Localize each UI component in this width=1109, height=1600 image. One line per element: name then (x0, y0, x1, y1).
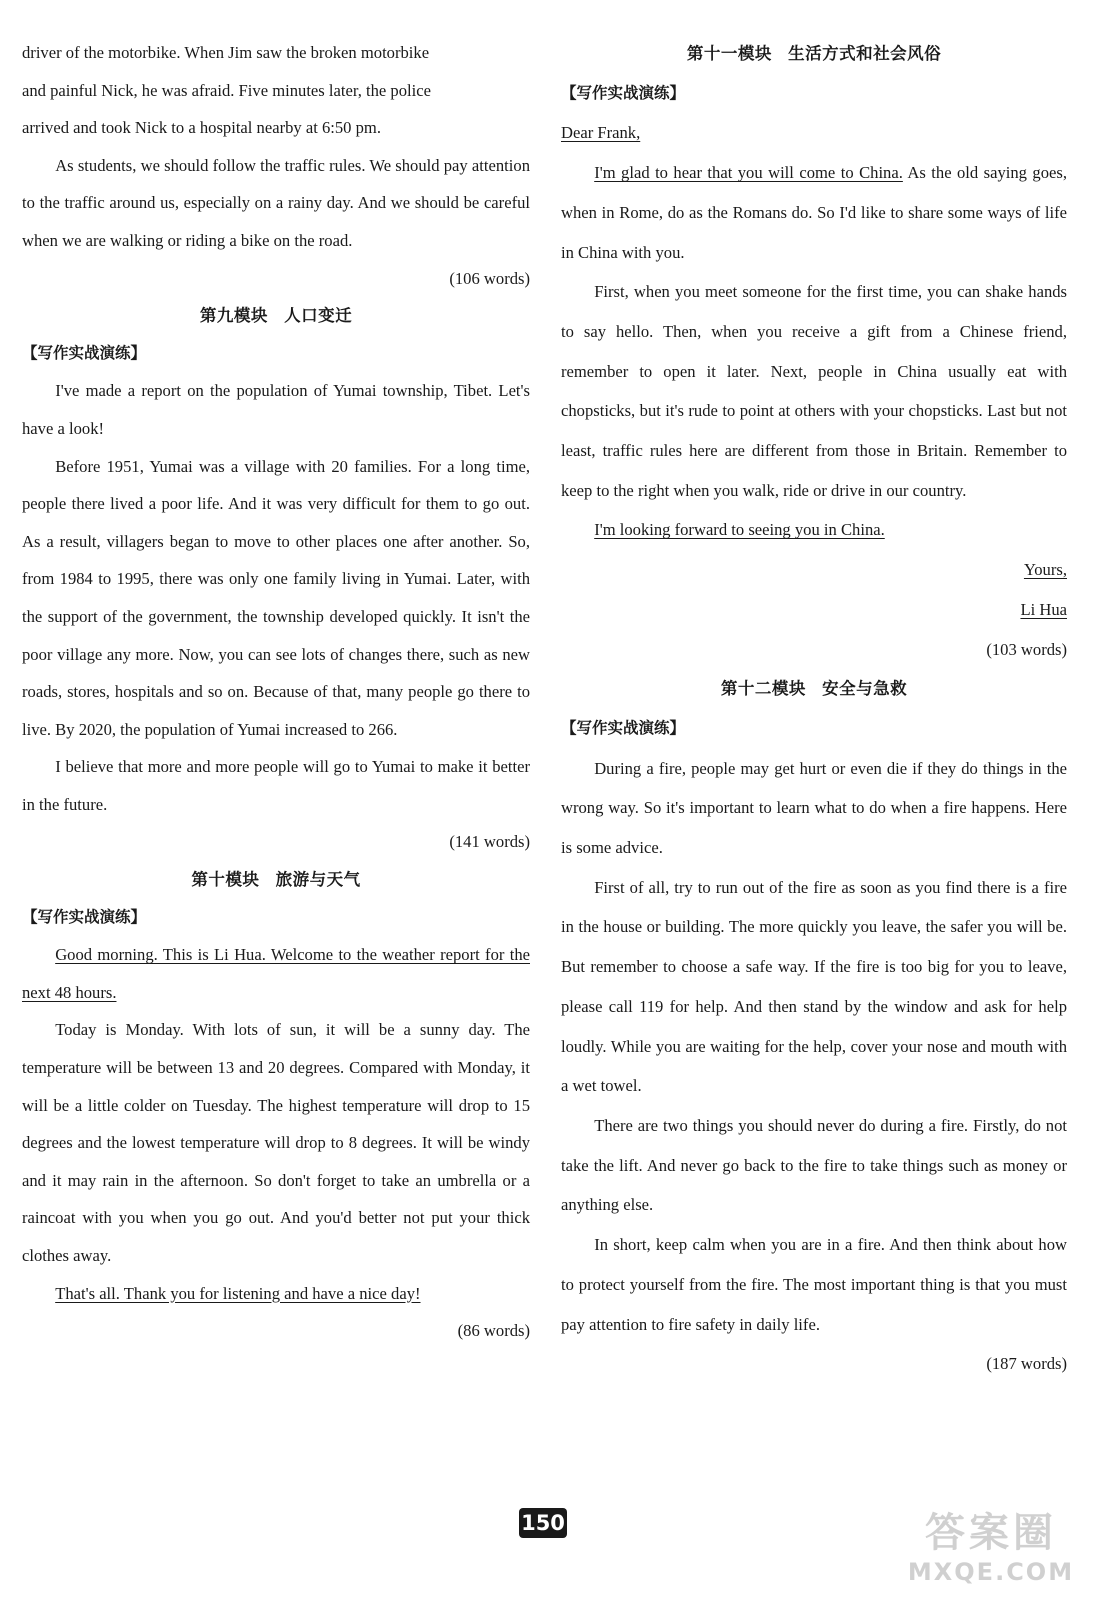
left-column (22, 34, 530, 1350)
letter-signature (561, 590, 1067, 630)
underlined-opening: Good morning. This is Li Hua. Welcome to the weather report for the next 48 hours. (22, 945, 530, 1002)
page-number: 150 (519, 1508, 567, 1538)
module-12-title: 第十二模块 安全与急救 (720, 679, 908, 699)
module-10-paragraph-3 (22, 1275, 530, 1313)
module-9-paragraph-2: Before 1951, Yumai was a village with 20 families. For a long time, people there lived a poor life. And it was very difficult for them to go out. As a result, villagers began to move to other places one after another. So, from 1984 to 1995, there was only one family living in Yumai. Later, with the support of the government, the township developed quickly. It isn't the poor village any more. Now, you can see lots of changes there, such as new roads, stores, hospitals and so on. Because of that, many people go there to live. By 2020, the population of Yumai increased to 266. (22, 456, 530, 739)
module-11-title: 第十一模块 生活方式和社会风俗 (686, 44, 942, 63)
module-9-title: 第九模块 人口变迁 (199, 306, 353, 326)
module-9-paragraph-1: I've made a report on the population of Yumai township, Tibet. Let's have a look! (22, 381, 530, 438)
module-11-paragraph-1 (561, 153, 1067, 272)
section-tag: 【写作实战演练】 (22, 907, 147, 926)
word-count: (141 words) (449, 832, 530, 852)
watermark-text-top: 答案圈 (925, 1510, 1057, 1556)
module-11-paragraph-3 (561, 510, 1067, 550)
right-column (561, 34, 1067, 1384)
section-tag: 【写作实战演练】 (561, 83, 686, 102)
section-tag: 【写作实战演练】 (561, 718, 686, 737)
intro-paragraph: As students, we should follow the traffic rules. We should pay attention to the traffic around us, especially on a rainy day. And we should be careful when we are walking or riding a bike on the road. (22, 155, 530, 250)
paragraph-rest: As the old saying goes, when in Rome, do as the Romans do. So I'd like to share some ways of life in China with you. (561, 163, 1067, 262)
module-10-paragraph-1 (22, 936, 530, 1011)
section-tag: 【写作实战演练】 (22, 343, 147, 362)
greeting-text: Dear Frank, (561, 123, 641, 143)
letter-closing (561, 550, 1067, 590)
intro-line-2: and painful Nick, he was afraid. Five minutes later, the police (22, 80, 431, 100)
module-11-paragraph-2: First, when you meet someone for the first time, you can shake hands to say hello. Then, when you receive a gift from a Chinese friend, remember to open it later. Next, people in China usually eat with chopsticks, but it's rude to point at others with your chopsticks. Last but not least, traffic rules here are different from those in Britain. Remember to keep to the right when you walk, ride or drive in our country. (561, 282, 1067, 500)
module-10-paragraph-2: Today is Monday. With lots of sun, it will be a sunny day. The temperature will be between 13 and 20 degrees. Compared with Monday, it will be a little colder on Tuesday. The highest temperature will drop to 15 degrees and the lowest temperature will drop to 8 degrees. It will be windy and it may rain in the afternoon. So don't forget to take an umbrella or a raincoat with you when you go out. And you'd better not put your thick clothes away. (22, 1020, 530, 1265)
module-9-paragraph-3: I believe that more and more people will go to Yumai to make it better in the future. (22, 757, 530, 814)
underlined-opening: I'm glad to hear that you will come to China. (594, 163, 903, 183)
signature-text: Li Hua (1020, 599, 1067, 619)
underlined-closing: I'm looking forward to seeing you in China. (594, 520, 885, 540)
module-12-paragraph-3: There are two things you should never do during a fire. Firstly, do not take the lift. And never go back to the fire to take things such as money or anything else. (561, 1115, 1067, 1215)
word-count: (86 words) (457, 1321, 530, 1341)
letter-greeting (561, 113, 1067, 153)
watermark-text-bottom: MXQE.COM (907, 1558, 1075, 1586)
underlined-closing: That's all. Thank you for listening and have a nice day! (55, 1283, 421, 1303)
word-count: (187 words) (986, 1354, 1067, 1374)
word-count: (106 words) (449, 268, 530, 288)
module-12-paragraph-4: In short, keep calm when you are in a fire. And then think about how to protect yourself from the fire. The most important thing is that you must pay attention to fire safety in daily life. (561, 1235, 1067, 1334)
module-10-title: 第十模块 旅游与天气 (191, 870, 361, 890)
module-12-paragraph-1: During a fire, people may get hurt or even die if they do things in the wrong way. So it's important to learn what to do when a fire happens. Here is some advice. (561, 758, 1067, 858)
module-12-paragraph-2: First of all, try to run out of the fire as soon as you find there is a fire in the house or building. The more quickly you leave, the safer you will be. But remember to choose a safe way. If the fire is too big for you to leave, please call 119 for help. And then stand by the window and ask for help loudly. While you are waiting for the help, cover your nose and mouth with a wet towel. (561, 877, 1067, 1096)
intro-line-1: driver of the motorbike. When Jim saw the broken motorbike (22, 43, 430, 62)
intro-line-3: arrived and took Nick to a hospital nearby at 6:50 pm. (22, 118, 381, 138)
closing-text: Yours, (1023, 560, 1067, 580)
word-count: (103 words) (986, 639, 1067, 659)
watermark-logo (891, 1508, 1091, 1594)
